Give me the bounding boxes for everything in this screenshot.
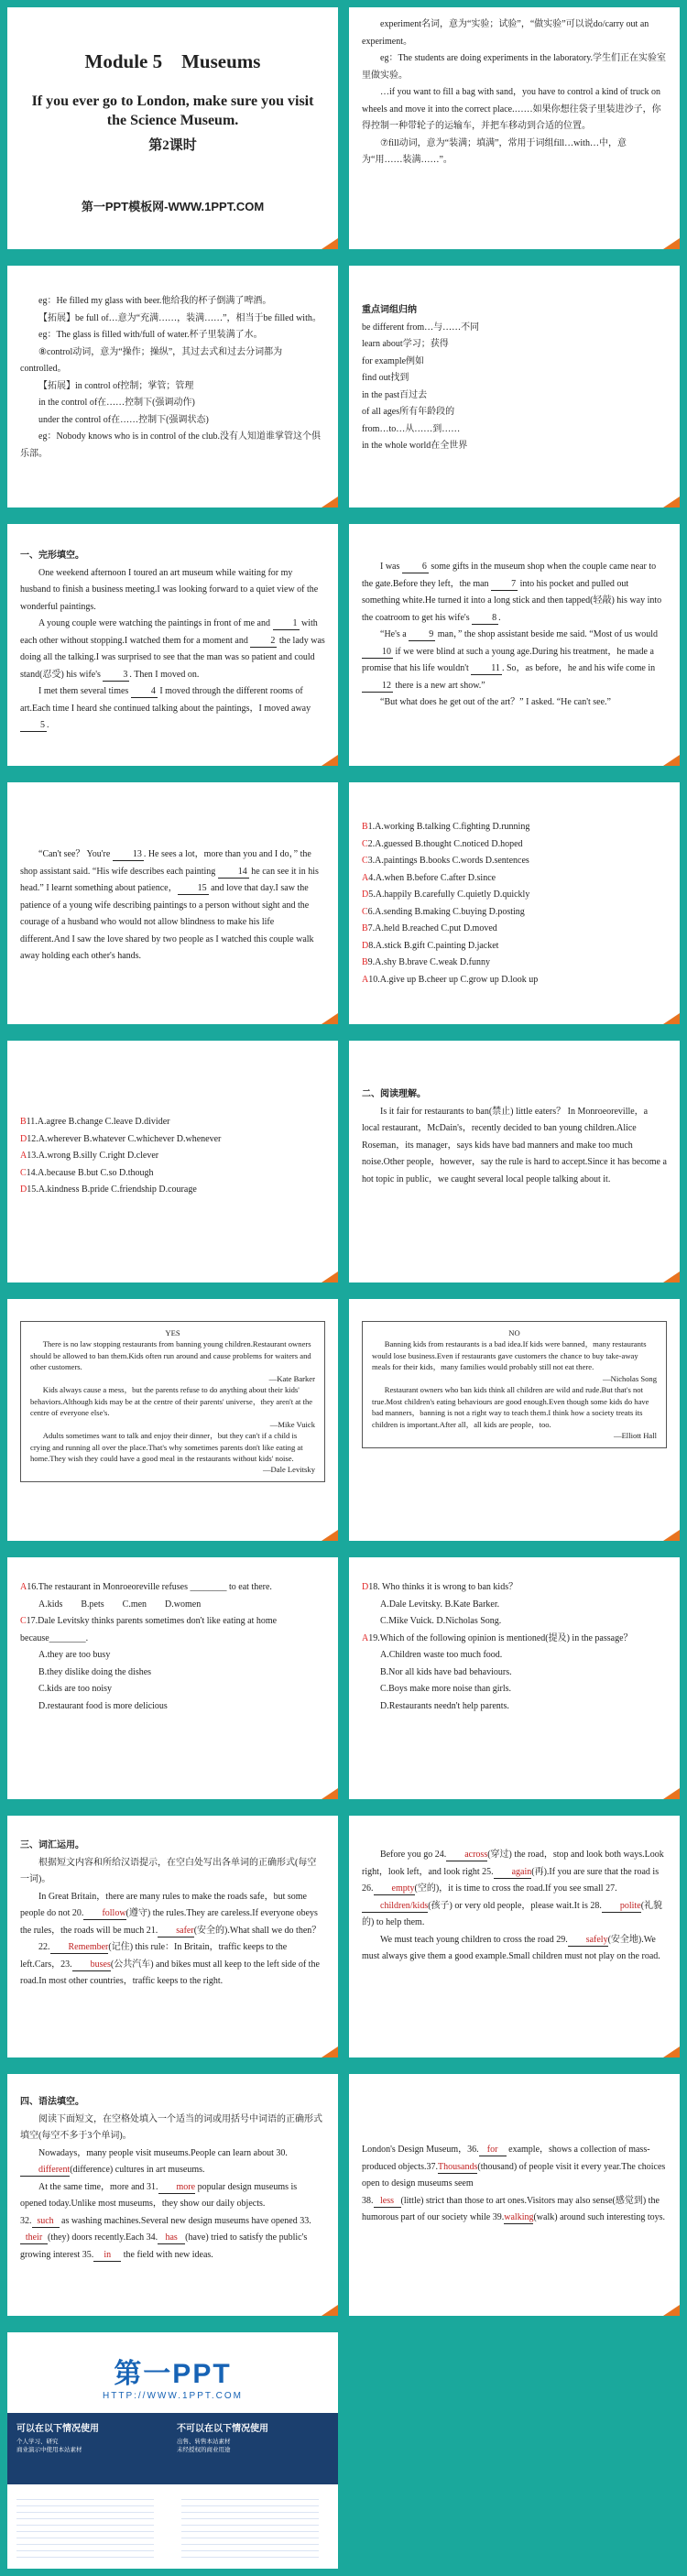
phrase-item: learn about学习；获得 <box>362 339 449 349</box>
slide-reading-intro <box>349 1041 680 1283</box>
note-line: eg：Nobody knows who is in control of the club.没有人知道谁掌管这个俱乐部。 <box>20 431 322 459</box>
blank: 2 <box>250 635 277 648</box>
no-opinions-box <box>362 1321 667 1448</box>
paragraph: 38. less (little) strict than those to art ones.Visitors may also sense(感觉到) the humorous part of our society while 39.walking(walk) around such interesting toys. <box>362 2195 666 2222</box>
slide-notes-experiment <box>349 7 680 249</box>
blank: 4 <box>131 685 158 698</box>
option-row <box>20 1148 325 1165</box>
answer-key: C <box>362 838 368 849</box>
paragraph: “Can't see？ You're 13 . He sees a lot，more than you and I do，” the shop assistant said. “His wife describes each painting 14 he can see it in his head.” I learnt something about patience， 15 and love that day.I saw the patience of a young wife describing paintings to a person without sight and the courage of a husband who would not allow blindness to make his life different.And I saw the love shared by two people as I watched this couple walk away holding each other's hands. <box>20 849 319 961</box>
option-row <box>362 921 667 938</box>
question: A16.The restaurant in Monroeoreville refuses ________ to eat there. <box>20 1582 272 1592</box>
option: C.kids are too noisy <box>38 1684 112 1694</box>
question: A19.Which of the following opinion is mentioned(提及) in the passage？ <box>362 1632 633 1643</box>
signature: —Mike Vuick <box>269 1419 315 1429</box>
instructions: 根据短文内容和所给汉语提示，在空白处写出各单词的正确形式(每空一词)。 <box>20 1857 317 1884</box>
option-row <box>362 972 667 989</box>
answer-key: B <box>20 1117 27 1127</box>
answer-key: B <box>362 957 368 967</box>
signature: —Dale Levitsky <box>262 1465 315 1475</box>
option: C.Boys make more noise than girls. <box>380 1684 512 1694</box>
paragraph: 32. such as washing machines.Several new design museums have opened 33.their (they) doors recently.Each 34. has (have) tried to satisfy the public's growing interest 35. in the field with new ideas. <box>20 2215 311 2260</box>
slide-questions-18-19 <box>349 1557 680 1799</box>
answer: polite <box>602 1900 641 1913</box>
option-row <box>362 887 667 904</box>
blank: 11 <box>471 662 502 675</box>
paragraph: I met them several times 4 I moved through the different rooms of art.Each time I heard she continued talking about the paintings，I moved away 5 . <box>20 686 311 730</box>
section-heading: 一、完形填空。 <box>20 551 84 561</box>
option: A.they are too busy <box>38 1650 111 1660</box>
module-title: Module 5 Museums <box>84 50 261 72</box>
option: B.they dislike doing the dishes <box>38 1666 152 1677</box>
paragraph: Nowadays，many people visit museums.People can learn about 30.different(difference) cultures in art museums. <box>20 2145 325 2179</box>
blank: 7 <box>491 578 518 591</box>
note-line: ⑧control动词，意为“操作；操纵”，其过去式和过去分词都为controlled。 <box>20 346 283 374</box>
answer-key: D <box>20 1184 27 1195</box>
answer-key: D <box>20 1133 27 1144</box>
option-text: 6.A.sending B.making C.buying D.posting <box>367 906 525 917</box>
phrase-item: in the past百过去 <box>362 389 428 400</box>
note-line: …if you want to fill a bag with sand，you have to control a kind of truck on wheels and move it into the correct place.……如果你想往袋子里装进沙子，你得控制一种带轮子的运输车，并把车移动到合适的位置。 <box>362 87 661 131</box>
answer: less <box>374 2195 401 2208</box>
note-line: in the control of在……控制下(强调动作) <box>38 398 195 408</box>
answer-key: C <box>362 906 368 917</box>
blank: 1 <box>273 617 300 630</box>
option-row <box>362 836 667 854</box>
answer: more <box>158 2181 196 2194</box>
question: D18. Who thinks it is wrong to ban kids？ <box>362 1582 518 1592</box>
slide-phrases <box>349 266 680 508</box>
answer-key: A <box>20 1151 27 1161</box>
cannot-use-title: 不可以在以下情况使用 <box>177 2424 268 2434</box>
answer-key: B <box>362 822 368 832</box>
blank: 5 <box>20 719 47 732</box>
answer: children/kids <box>362 1900 428 1913</box>
option-text: 12.A.wherever B.whatever C.whichever D.whenever <box>27 1133 222 1144</box>
option: A.Children waste too much food. <box>380 1650 503 1660</box>
answer-key: D <box>362 890 369 900</box>
slide-questions-16-17 <box>7 1557 338 1799</box>
slide-no-box <box>349 1299 680 1541</box>
can-use-title: 可以在以下情况使用 <box>16 2424 99 2434</box>
note-line: ⑦fill动词，意为“装满；填满”，常用于词组fill…with…中，意为“用……装满……”。 <box>362 137 627 165</box>
link-list <box>16 2494 328 2560</box>
paragraph: One weekend afternoon I toured an art museum while waiting for my husband to finish a business meeting.I was looking forward to a quiet view of the wonderful paintings. <box>20 567 319 612</box>
option: C.Mike Vuick. D.Nicholas Song. <box>380 1616 502 1626</box>
footer-logo: 第一PPT <box>114 2359 232 2389</box>
option-row <box>362 904 667 922</box>
note-line: 【拓展】in control of控制；掌管；管理 <box>38 380 194 391</box>
phrase-item: be different from…与……不同 <box>362 322 480 333</box>
question-options: A.kids B.pets C.men D.women <box>38 1599 202 1610</box>
section-heading: 三、词汇运用。 <box>20 1840 84 1850</box>
slide-cloze-3 <box>7 782 338 1024</box>
answer: again <box>494 1866 532 1879</box>
blank: 3 <box>103 669 129 682</box>
option: A.Dale Levitsky. B.Kate Barker. <box>380 1599 500 1610</box>
question: C17.Dale Levitsky thinks parents sometimes don't like eating at home because________. <box>20 1616 278 1643</box>
instructions: 阅读下面短文，在空格处填入一个适当的词或用括号中词语的正确形式填空(每空不多于3个单词)。 <box>20 2113 322 2141</box>
signature: —Nicholas Song <box>603 1373 657 1383</box>
signature: —Kate Barker <box>268 1373 315 1383</box>
footer-url: HTTP://WWW.1PPT.COM <box>103 2391 243 2401</box>
answer: empty <box>374 1883 415 1895</box>
box-heading: NO <box>508 1328 520 1337</box>
answer: follow <box>83 1907 125 1920</box>
answer-key: B <box>362 923 368 933</box>
answer: their <box>20 2232 48 2244</box>
option-text: 7.A.held B.reached C.put D.moved <box>367 923 497 933</box>
footer-slide <box>7 2332 338 2569</box>
slide-title <box>7 7 338 249</box>
answer-key: C <box>362 856 368 866</box>
answer-key: A <box>362 872 369 883</box>
cannot-use-line: 出售、转售本站素材 <box>177 2439 231 2445</box>
cannot-use-line: 未经授权的商业用途 <box>177 2447 231 2453</box>
opinion: There is no law stopping restaurants from banning young children.Restaurant owners should be allowed to ban them.Kids often run around and cause problems for waiters and other customers. <box>30 1339 311 1372</box>
brand: 第一PPT模板网-WWW.1PPT.COM <box>81 200 265 214</box>
option: D.Restaurants needn't help parents. <box>380 1700 509 1711</box>
opinion: Adults sometimes want to talk and enjoy their dinner，but they can't if a child is crying and running all over the place.That's why sometimes parents don't like eating at home.They wish they could have a good meal in the restaurants without kids' noise. <box>30 1431 303 1463</box>
answer: buses <box>72 1959 111 1971</box>
paragraph: Is it fair for restaurants to ban(禁止) little eaters？ In Monroeoreville，a local restaurant，McDain's，recently decided to ban young children.Alice Roseman，its manager，says kids have bad manners and make too much noise.Other people，however，say the rule is hard to accept.Since it has become a hot topic in public，we caught several local people talking about it. <box>362 1106 667 1184</box>
option-row <box>362 938 667 955</box>
opinion: Kids always cause a mess，but the parents refuse to do anything about their kids' behaviors.Although kids may be at the centre of their parents' universe，they aren't at the centre of everyone else's. <box>30 1385 313 1418</box>
paragraph: At the same time，more and 31. more popular design museums is opened today.Unlike most museums，they show our daily objects. <box>20 2181 298 2209</box>
slide-options-11-15 <box>7 1041 338 1283</box>
option-text: 8.A.stick B.gift C.painting D.jacket <box>368 940 499 951</box>
option-text: 4.A.when B.before C.after D.since <box>368 872 496 883</box>
option-row <box>20 1182 325 1199</box>
answer-key: D <box>362 940 369 951</box>
answer: for <box>479 2144 507 2156</box>
blank: 13 <box>113 848 144 861</box>
paragraph: A young couple were watching the paintings in front of me and 1 with each other without stopping.I watched them for a moment and 2 the lady was doing all the talking.I was surprised to see that the man was so patient and could stand(忍受) his wife's 3 . Then I moved on. <box>20 618 325 680</box>
blank: 15 <box>178 882 209 895</box>
phrases-heading: 重点词组归纳 <box>362 305 417 315</box>
can-use-line: 商业演示中使用本站素材 <box>16 2447 82 2453</box>
answer: safely <box>568 1934 608 1947</box>
slide-grammar-2 <box>349 2074 680 2316</box>
option: D.restaurant food is more delicious <box>38 1700 168 1711</box>
answer: walking <box>504 2212 534 2222</box>
option-text: 1.A.working B.talking C.fighting D.running <box>367 822 530 832</box>
paragraph: In Great Britain，there are many rules to make the roads safe，but some people do not 20. follow(遵守) the rules.They are careless.If everyone obeys the rules，the roads will be much 21. safer(安全的).What shall we do then？ <box>20 1891 322 1936</box>
note-line: eg：The students are doing experiments in the laboratory.学生们正在实验室里做实验。 <box>362 53 667 81</box>
answer: different <box>20 2164 70 2177</box>
option-text: 9.A.shy B.brave C.weak D.funny <box>367 957 490 967</box>
answer: has <box>158 2232 185 2244</box>
slide-notes-fill <box>7 266 338 508</box>
slide-grammar <box>7 2074 338 2316</box>
blank: 9 <box>409 628 435 641</box>
subtitle: If you ever go to London, make sure you visit the Science Museum. <box>31 93 314 128</box>
can-use-line: 个人学习、研究 <box>16 2439 59 2445</box>
opinion: Banning kids from restaurants is a bad idea.If kids were banned，many restaurants would lose business.Even if restaurants gave customers the chance to buy take-away meals for their kids，many families would probably still not eat there. <box>372 1339 647 1372</box>
yes-opinions-box <box>20 1321 325 1482</box>
paragraph: I was 6 some gifts in the museum shop when the couple came near to the gate.Before they left，the man 7 into his pocket and pulled out something white.He turned it into a long stick and then tapped(轻敲) his way into the coatroom to get his wife's 8 . <box>362 562 662 623</box>
slide-vocabulary <box>7 1816 338 2058</box>
option-text: 14.A.because B.but C.so D.though <box>26 1167 154 1178</box>
note-line: under the control of在……控制下(强调状态) <box>38 414 209 425</box>
answer: safer <box>158 1925 193 1937</box>
option-row <box>362 955 667 972</box>
note-line: 【拓展】be full of…意为“充满……，装满……”，相当于be filled with。 <box>38 312 322 323</box>
note-line: experiment名词，意为“实验；试验”，“做实验”可以说do/carry out an experiment。 <box>362 19 649 47</box>
license-panel <box>7 2413 338 2484</box>
phrase-item: for example例如 <box>362 355 425 366</box>
paragraph: “But what does he get out of the art？” I asked. “He can't see.” <box>380 697 611 707</box>
slide-vocabulary-2 <box>349 1816 680 2058</box>
paragraph: Before you go 24. across(穿过) the road，stop and look both ways.Look right，look left，and look right 25. again(再).If you are sure that the road is 26. empty(空的)，it is time to cross the road.If you see small 27.children/kids(孩子) or very old people，please wait.It is 28. polite(礼貌的) to help them. <box>362 1850 664 1927</box>
option-row <box>362 853 667 870</box>
option-row <box>362 819 667 836</box>
note-line: eg：The glass is filled with/full of water.杯子里装满了水。 <box>38 330 263 340</box>
paragraph: 22. Remember(记住) this rule：In Britain，traffic keeps to the left.Cars，23. buses(公共汽车) and bikes must all keep to the left side of the road.In most other countries，traffic keeps to the right. <box>20 1942 320 1986</box>
blank: 8 <box>472 612 498 625</box>
phrase-item: from…to…从……到…… <box>362 423 461 434</box>
blank: 6 <box>402 561 429 573</box>
answer-key: C <box>20 1167 27 1178</box>
option-text: 15.A.kindness B.pride C.friendship D.courage <box>27 1184 197 1195</box>
paragraph: We must teach young children to cross the road 29. safely(安全地).We must always give them a good example.Small children must not play on the road. <box>362 1934 660 1961</box>
option-row <box>362 870 667 888</box>
option-text: 3.A.paintings B.books C.words D.sentences <box>367 856 529 866</box>
answer: across <box>446 1849 487 1861</box>
paragraph: “He's a 9 man，” the shop assistant beside me said. “Most of us would 10 if we were blind at such a young age.During his treatment，he made a promise that his life wouldn't 11 . So，as before，he and his wife come in 12 there is a new art show.” <box>362 629 658 691</box>
section-heading: 二、阅读理解。 <box>362 1089 426 1099</box>
blank: 12 <box>362 680 393 693</box>
signature: —Elliott Hall <box>613 1431 657 1441</box>
option-text: 10.A.give up B.cheer up C.grow up D.look up <box>368 974 539 985</box>
option-row <box>20 1114 325 1131</box>
option-text: 5.A.happily B.carefully C.quietly D.quickly <box>368 890 530 900</box>
slide-cloze-1 <box>7 524 338 766</box>
option-text: 2.A.guessed B.thought C.noticed D.hoped <box>367 838 523 849</box>
section-heading: 四、语法填空。 <box>20 2097 84 2107</box>
note-line: eg：He filled my glass with beer.他给我的杯子倒满了啤酒。 <box>38 296 272 306</box>
slide-cloze-2 <box>349 524 680 766</box>
blank: 14 <box>218 866 249 879</box>
phrase-item: find out找到 <box>362 373 409 383</box>
slide-options-1-10 <box>349 782 680 1024</box>
option: B.Nor all kids have bad behaviours. <box>380 1666 512 1677</box>
answer: in <box>93 2249 121 2262</box>
box-heading: YES <box>165 1328 180 1337</box>
option-row <box>20 1165 325 1183</box>
answer: Remember <box>50 1941 109 1954</box>
answer: Thousands <box>438 2161 478 2172</box>
answer: such <box>32 2215 60 2228</box>
phrase-item: of all ages所有年龄段的 <box>362 407 455 417</box>
phrase-item: in the whole world在全世界 <box>362 441 468 451</box>
blank: 10 <box>362 646 393 659</box>
period: 第2课时 <box>148 138 197 154</box>
paragraph: London's Design Museum，36. for example，shows a collection of mass-produced objects.37.Thousands(thousand) of people visit it every year.The choices open to design museums seem <box>362 2145 666 2189</box>
opinion: Restaurant owners who ban kids think all children are wild and rude.But that's not true.Most children's eating behaviours are good enough.Even though some kids do have bad manners，banning is not a right way to teach them.I think how a society treats its children is important.After all，all kids are people，too. <box>372 1385 649 1429</box>
option-text: 13.A.wrong B.silly C.right D.clever <box>27 1151 159 1161</box>
option-row <box>20 1131 325 1149</box>
slide-yes-box <box>7 1299 338 1541</box>
option-text: 11.A.agree B.change C.leave D.divider <box>26 1117 170 1127</box>
answer-key: A <box>362 974 369 985</box>
